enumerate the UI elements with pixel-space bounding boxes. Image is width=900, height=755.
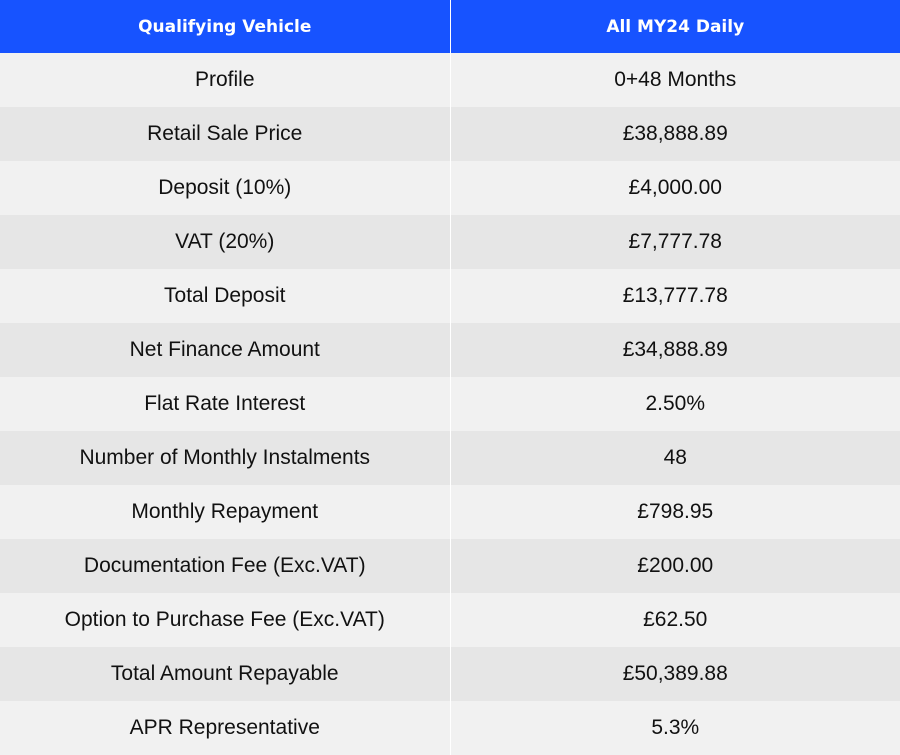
row-label: Net Finance Amount: [0, 323, 450, 377]
table-header: [0, 0, 900, 53]
row-value: 5.3%: [450, 701, 900, 755]
table-row: [0, 647, 900, 701]
row-value: £200.00: [450, 539, 900, 593]
row-label: Documentation Fee (Exc.VAT): [0, 539, 450, 593]
table-row: [0, 269, 900, 323]
row-label: Monthly Repayment: [0, 485, 450, 539]
header-qualifying-vehicle: Qualifying Vehicle: [0, 0, 450, 53]
table-row: [0, 107, 900, 161]
row-label: Total Deposit: [0, 269, 450, 323]
row-value: £4,000.00: [450, 161, 900, 215]
row-label: APR Representative: [0, 701, 450, 755]
row-value: £50,389.88: [450, 647, 900, 701]
row-value: £62.50: [450, 593, 900, 647]
header-row: [0, 0, 900, 53]
row-label: Option to Purchase Fee (Exc.VAT): [0, 593, 450, 647]
table-row: [0, 701, 900, 755]
table-row: [0, 323, 900, 377]
table-row: [0, 161, 900, 215]
table-row: [0, 593, 900, 647]
row-label: Deposit (10%): [0, 161, 450, 215]
row-value: £7,777.78: [450, 215, 900, 269]
table-row: [0, 539, 900, 593]
row-value: 48: [450, 431, 900, 485]
row-value: £34,888.89: [450, 323, 900, 377]
row-value: £798.95: [450, 485, 900, 539]
table-row: [0, 431, 900, 485]
row-label: Flat Rate Interest: [0, 377, 450, 431]
table-row: [0, 485, 900, 539]
row-label: Number of Monthly Instalments: [0, 431, 450, 485]
row-value: £38,888.89: [450, 107, 900, 161]
row-value: £13,777.78: [450, 269, 900, 323]
row-label: Profile: [0, 53, 450, 107]
header-model: All MY24 Daily: [450, 0, 900, 53]
row-label: VAT (20%): [0, 215, 450, 269]
table-row: [0, 215, 900, 269]
table-row: [0, 53, 900, 107]
row-value: 2.50%: [450, 377, 900, 431]
table-row: [0, 377, 900, 431]
row-label: Total Amount Repayable: [0, 647, 450, 701]
table-body: [0, 53, 900, 755]
row-label: Retail Sale Price: [0, 107, 450, 161]
row-value: 0+48 Months: [450, 53, 900, 107]
